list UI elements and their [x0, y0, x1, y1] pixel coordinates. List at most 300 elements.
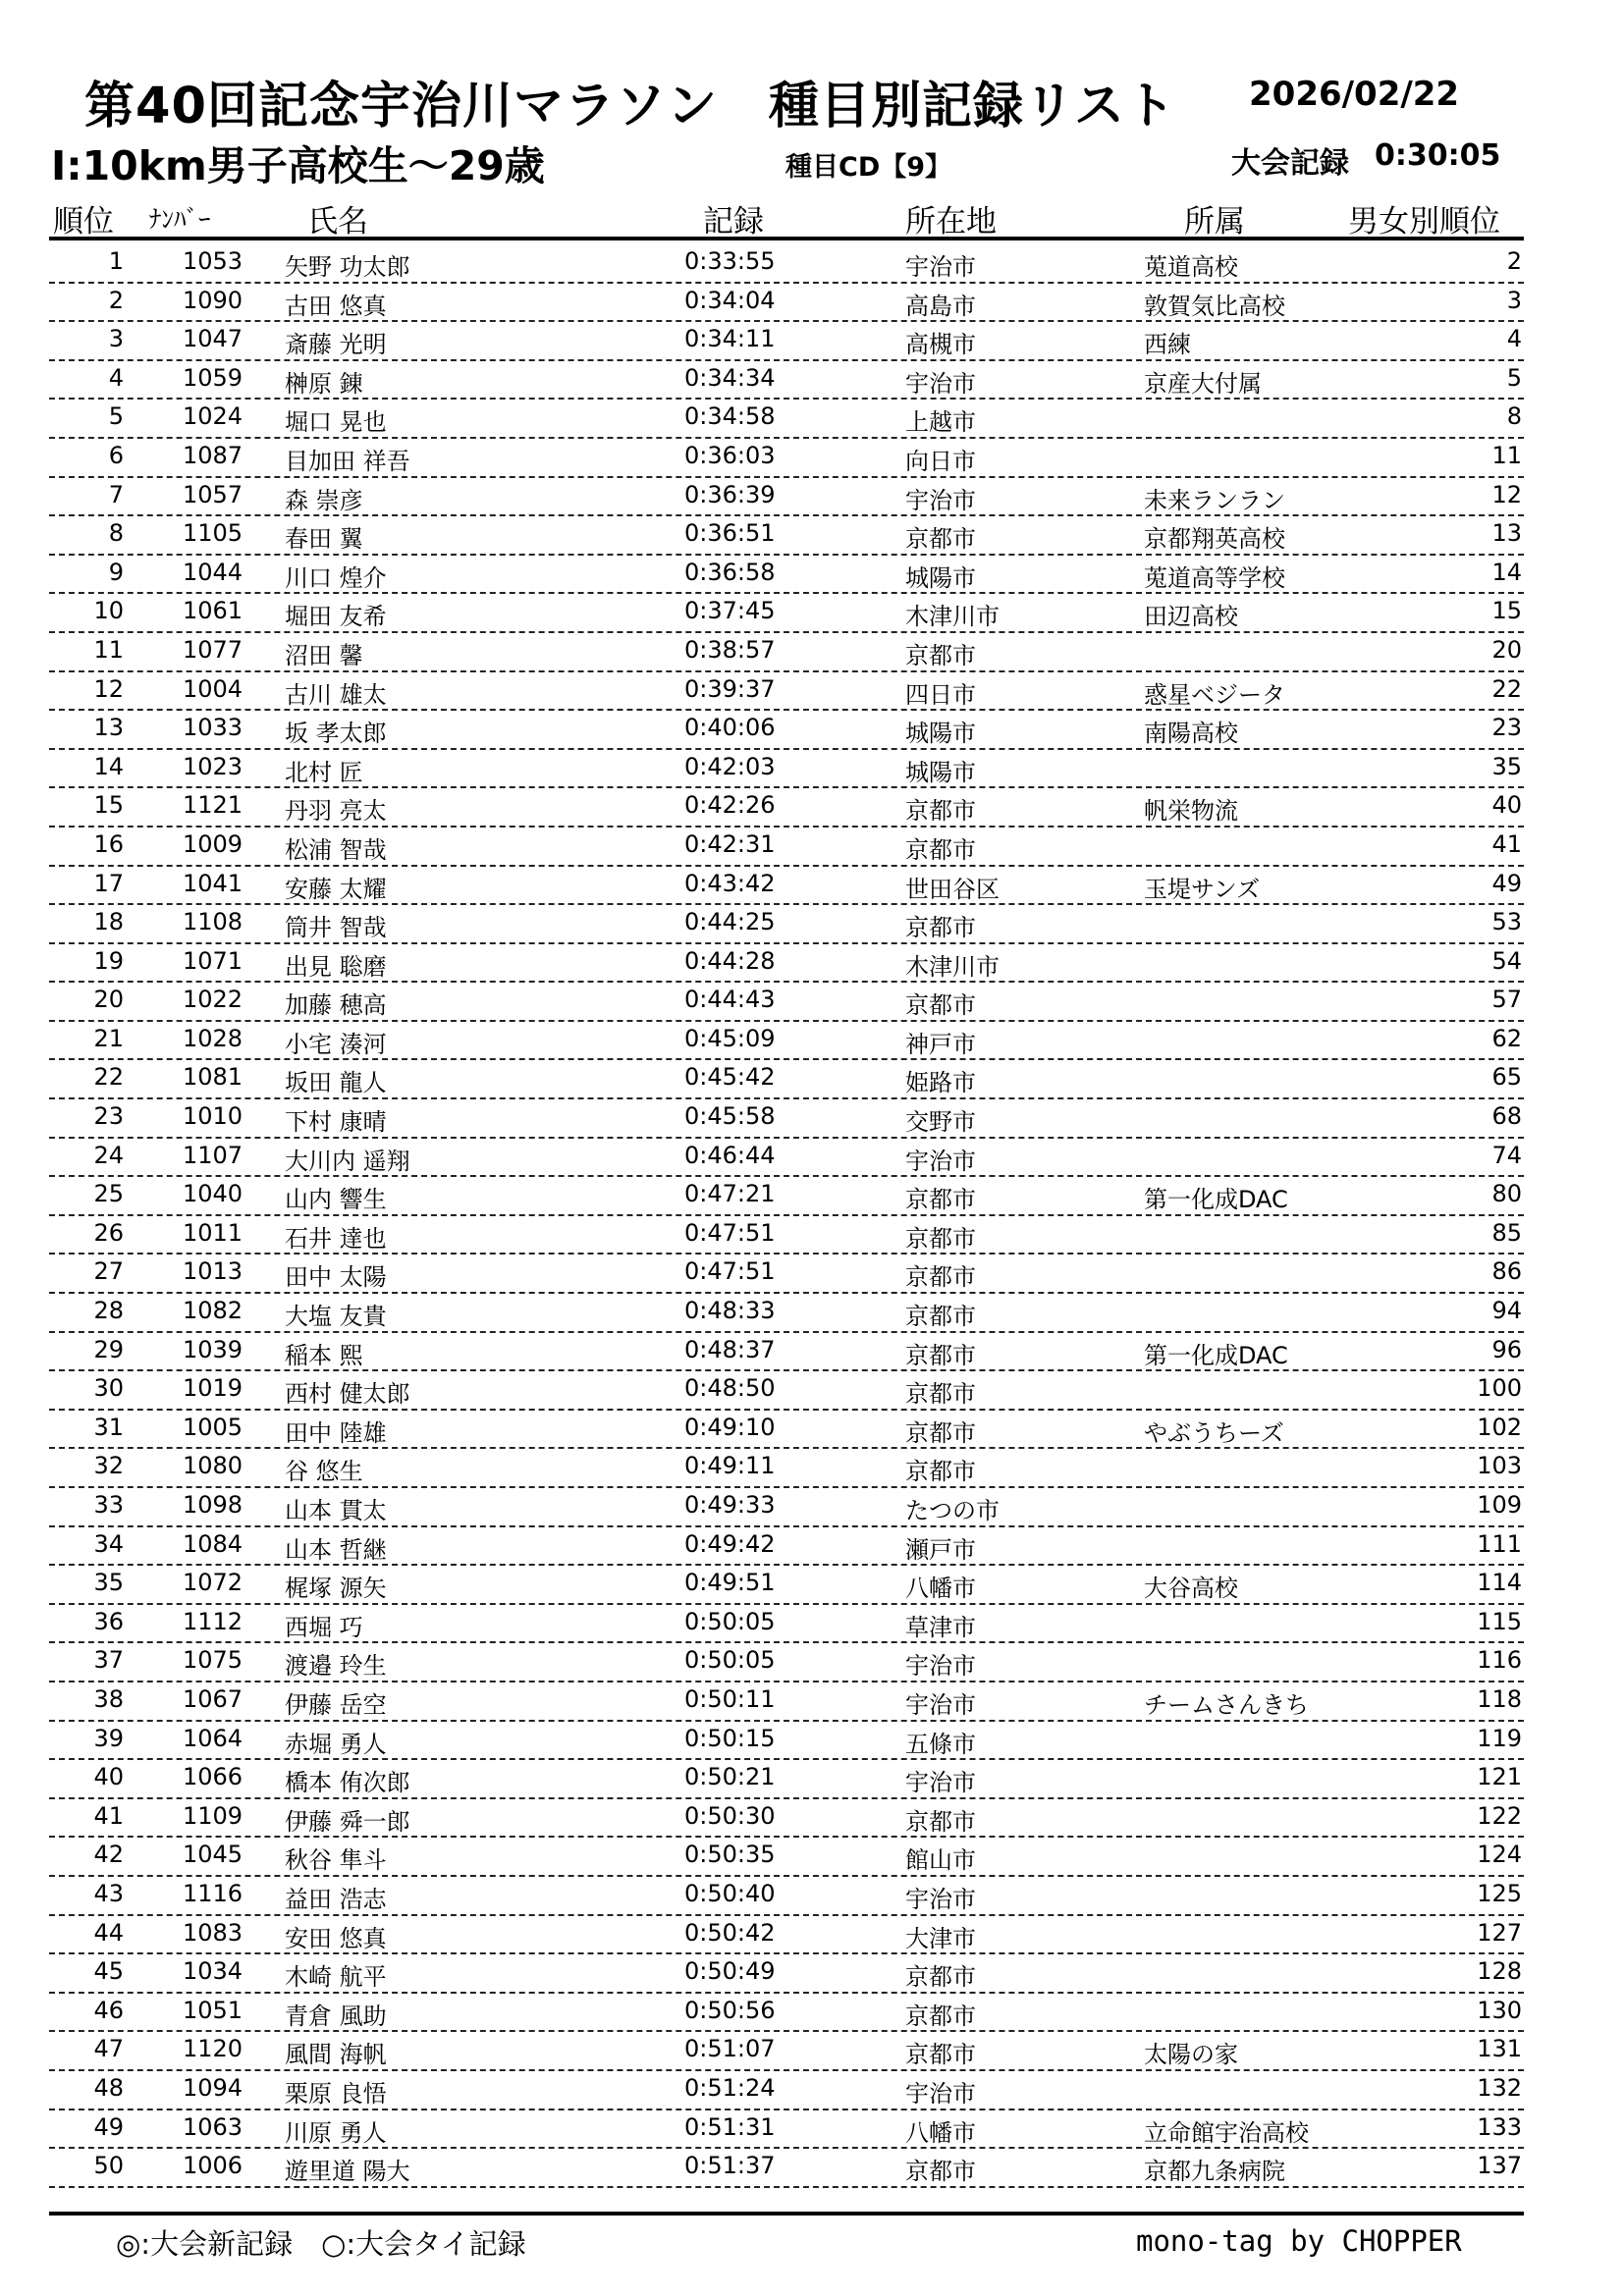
location-cell: 交野市 — [905, 1108, 976, 1137]
rank-cell: 35 — [93, 1569, 124, 1597]
rank-cell: 48 — [93, 2073, 124, 2102]
rank-cell: 41 — [93, 1801, 124, 1830]
bib-number-cell: 1077 — [183, 635, 244, 664]
table-row — [0, 1294, 1624, 1333]
rank-cell: 38 — [93, 1684, 124, 1713]
club-cell: チームさんきち — [1144, 1690, 1309, 1719]
rank-cell: 27 — [93, 1257, 124, 1286]
club-cell: 太陽の家 — [1144, 2041, 1238, 2069]
rank-cell: 45 — [93, 1957, 124, 1986]
runner-name-cell: 谷 悠生 — [285, 1458, 363, 1486]
bib-number-cell: 1112 — [183, 1607, 244, 1635]
club-cell: 莵道高校 — [1144, 253, 1238, 281]
gender-rank-cell: 4 — [1506, 325, 1522, 353]
runner-name-cell: 斎藤 光明 — [285, 331, 387, 359]
location-cell: 京都市 — [905, 1186, 976, 1214]
runner-name-cell: 堀口 晃也 — [285, 408, 387, 437]
finish-time-cell: 0:47:51 — [684, 1257, 776, 1286]
finish-time-cell: 0:44:43 — [684, 986, 776, 1014]
runner-name-cell: 松浦 智哉 — [285, 835, 387, 864]
rank-cell: 21 — [93, 1024, 124, 1052]
gender-rank-cell: 94 — [1491, 1297, 1522, 1325]
location-cell: 京都市 — [905, 914, 976, 942]
gender-rank-cell: 131 — [1477, 2035, 1522, 2063]
rank-cell: 36 — [93, 1607, 124, 1635]
table-row — [0, 1605, 1624, 1644]
event-name: I:10km男子高校生～29歳 — [51, 142, 545, 189]
runner-name-cell: 下村 康晴 — [285, 1108, 387, 1137]
finish-time-cell: 0:50:42 — [684, 1918, 776, 1947]
column-header-number: ﾅﾝﾊﾞｰ — [149, 205, 211, 234]
finish-time-cell: 0:34:58 — [684, 402, 776, 431]
finish-time-cell: 0:49:10 — [684, 1413, 776, 1441]
finish-time-cell: 0:44:25 — [684, 908, 776, 936]
bib-number-cell: 1090 — [183, 286, 244, 314]
rank-cell: 3 — [108, 325, 124, 353]
gender-rank-cell: 12 — [1491, 480, 1522, 508]
table-row — [0, 1838, 1624, 1877]
bib-number-cell: 1066 — [183, 1763, 244, 1791]
club-cell: 敦賀気比高校 — [1144, 292, 1285, 320]
gender-rank-cell: 85 — [1491, 1218, 1522, 1247]
gender-rank-cell: 121 — [1477, 1763, 1522, 1791]
finish-time-cell: 0:45:42 — [684, 1063, 776, 1092]
gender-rank-cell: 20 — [1491, 635, 1522, 664]
club-cell: 玉堤サンズ — [1144, 875, 1261, 903]
bib-number-cell: 1044 — [183, 558, 244, 586]
finish-time-cell: 0:37:45 — [684, 597, 776, 625]
rank-cell: 16 — [93, 829, 124, 858]
meet-record-label: 大会記録 — [1231, 146, 1349, 181]
rank-cell: 39 — [93, 1724, 124, 1752]
table-row — [0, 1022, 1624, 1061]
location-cell: 京都市 — [905, 1303, 976, 1331]
gender-rank-cell: 127 — [1477, 1918, 1522, 1947]
bib-number-cell: 1009 — [183, 829, 244, 858]
rank-cell: 17 — [93, 869, 124, 897]
table-row — [0, 711, 1624, 750]
finish-time-cell: 0:48:50 — [684, 1374, 776, 1403]
runner-name-cell: 渡邉 玲生 — [285, 1652, 387, 1681]
runner-name-cell: 風間 海帆 — [285, 2041, 387, 2069]
bib-number-cell: 1047 — [183, 325, 244, 353]
table-row — [0, 1411, 1624, 1450]
finish-time-cell: 0:45:09 — [684, 1024, 776, 1052]
location-cell: 世田谷区 — [905, 875, 1000, 903]
rank-cell: 6 — [108, 441, 124, 469]
location-cell: 高島市 — [905, 292, 976, 320]
gender-rank-cell: 11 — [1491, 441, 1522, 469]
table-row — [0, 1877, 1624, 1916]
rank-cell: 19 — [93, 946, 124, 975]
bib-number-cell: 1109 — [183, 1801, 244, 1830]
table-row — [0, 439, 1624, 478]
location-cell: 高槻市 — [905, 331, 976, 359]
gender-rank-cell: 116 — [1477, 1646, 1522, 1675]
table-row — [0, 1139, 1624, 1178]
gender-rank-cell: 128 — [1477, 1957, 1522, 1986]
finish-time-cell: 0:49:33 — [684, 1491, 776, 1519]
location-cell: 上越市 — [905, 408, 976, 437]
gender-rank-cell: 3 — [1506, 286, 1522, 314]
location-cell: 宇治市 — [905, 1147, 976, 1175]
runner-name-cell: 山本 貫太 — [285, 1497, 387, 1524]
runner-name-cell: 堀田 友希 — [285, 603, 387, 631]
column-header-club: 所属 — [1184, 204, 1245, 240]
gender-rank-cell: 49 — [1491, 869, 1522, 897]
runner-name-cell: 沼田 馨 — [285, 641, 363, 669]
location-cell: 城陽市 — [905, 720, 976, 748]
gender-rank-cell: 102 — [1477, 1413, 1522, 1441]
runner-name-cell: 栗原 良悟 — [285, 2079, 387, 2108]
runner-name-cell: 木崎 航平 — [285, 1963, 387, 1992]
finish-time-cell: 0:50:21 — [684, 1763, 776, 1791]
document-date: 2026/02/22 — [1249, 75, 1460, 114]
finish-time-cell: 0:49:11 — [684, 1452, 776, 1480]
location-cell: 宇治市 — [905, 253, 976, 281]
column-header-gender-rank: 男女別順位 — [1348, 204, 1500, 240]
bib-number-cell: 1072 — [183, 1569, 244, 1597]
finish-time-cell: 0:49:51 — [684, 1569, 776, 1597]
bib-number-cell: 1010 — [183, 1102, 244, 1131]
location-cell: 宇治市 — [905, 1769, 976, 1797]
table-row — [0, 1060, 1624, 1099]
location-cell: 京都市 — [905, 2041, 976, 2069]
finish-time-cell: 0:43:42 — [684, 869, 776, 897]
table-row — [0, 594, 1624, 633]
finish-time-cell: 0:36:03 — [684, 441, 776, 469]
gender-rank-cell: 68 — [1491, 1102, 1522, 1131]
table-row — [0, 1333, 1624, 1372]
finish-time-cell: 0:50:15 — [684, 1724, 776, 1752]
runner-name-cell: 稲本 熙 — [285, 1341, 363, 1369]
page-title: 第40回記念宇治川マラソン 種目別記録リスト — [84, 78, 1176, 135]
location-cell: 四日市 — [905, 680, 976, 709]
rank-cell: 42 — [93, 1841, 124, 1869]
bib-number-cell: 1023 — [183, 752, 244, 780]
finish-time-cell: 0:50:35 — [684, 1841, 776, 1869]
runner-name-cell: 田中 太陽 — [285, 1263, 387, 1292]
gender-rank-cell: 23 — [1491, 714, 1522, 742]
finish-time-cell: 0:47:21 — [684, 1180, 776, 1208]
gender-rank-cell: 54 — [1491, 946, 1522, 975]
bib-number-cell: 1094 — [183, 2073, 244, 2102]
rank-cell: 43 — [93, 1879, 124, 1907]
bib-number-cell: 1028 — [183, 1024, 244, 1052]
location-cell: 京都市 — [905, 1963, 976, 1992]
rank-cell: 37 — [93, 1646, 124, 1675]
rank-cell: 47 — [93, 2035, 124, 2063]
location-cell: 八幡市 — [905, 1575, 976, 1603]
rank-cell: 8 — [108, 519, 124, 548]
runner-name-cell: 梶塚 源矢 — [285, 1575, 387, 1603]
table-row — [0, 1643, 1624, 1682]
rank-cell: 30 — [93, 1374, 124, 1403]
bib-number-cell: 1083 — [183, 1918, 244, 1947]
location-cell: 京都市 — [905, 2158, 976, 2186]
table-row — [0, 983, 1624, 1022]
runner-name-cell: 丹羽 亮太 — [285, 797, 387, 826]
bib-number-cell: 1041 — [183, 869, 244, 897]
location-cell: 姫路市 — [905, 1069, 976, 1097]
gender-rank-cell: 80 — [1491, 1180, 1522, 1208]
bib-number-cell: 1057 — [183, 480, 244, 508]
finish-time-cell: 0:36:39 — [684, 480, 776, 508]
club-cell: 田辺高校 — [1144, 603, 1238, 631]
table-row — [0, 284, 1624, 323]
table-row — [0, 750, 1624, 789]
bib-number-cell: 1039 — [183, 1335, 244, 1363]
bib-number-cell: 1098 — [183, 1491, 244, 1519]
table-row — [0, 2110, 1624, 2150]
gender-rank-cell: 119 — [1477, 1724, 1522, 1752]
rank-cell: 4 — [108, 363, 124, 392]
finish-time-cell: 0:51:37 — [684, 2152, 776, 2180]
bib-number-cell: 1034 — [183, 1957, 244, 1986]
location-cell: 宇治市 — [905, 369, 976, 398]
finish-time-cell: 0:51:31 — [684, 2112, 776, 2141]
bib-number-cell: 1013 — [183, 1257, 244, 1286]
club-cell: やぶうちーズ — [1144, 1418, 1284, 1447]
rank-cell: 44 — [93, 1918, 124, 1947]
finish-time-cell: 0:50:40 — [684, 1879, 776, 1907]
location-cell: 神戸市 — [905, 1030, 976, 1058]
table-row — [0, 1682, 1624, 1722]
gender-rank-cell: 114 — [1477, 1569, 1522, 1597]
gender-rank-cell: 130 — [1477, 1996, 1522, 2024]
gender-rank-cell: 86 — [1491, 1257, 1522, 1286]
runner-name-cell: 山内 響生 — [285, 1186, 387, 1214]
results-table — [0, 244, 1624, 2188]
column-header-time: 記録 — [703, 204, 764, 240]
bib-number-cell: 1082 — [183, 1297, 244, 1325]
gender-rank-cell: 8 — [1506, 402, 1522, 431]
location-cell: たつの市 — [905, 1497, 1000, 1524]
location-cell: 京都市 — [905, 641, 976, 669]
finish-time-cell: 0:50:11 — [684, 1684, 776, 1713]
location-cell: 京都市 — [905, 835, 976, 864]
table-row — [0, 1527, 1624, 1567]
bib-number-cell: 1005 — [183, 1413, 244, 1441]
runner-name-cell: 安藤 太耀 — [285, 875, 387, 903]
table-row — [0, 1799, 1624, 1839]
column-header-location: 所在地 — [905, 204, 997, 240]
rank-cell: 28 — [93, 1297, 124, 1325]
location-cell: 京都市 — [905, 797, 976, 826]
table-row — [0, 1954, 1624, 1994]
gender-rank-cell: 57 — [1491, 986, 1522, 1014]
runner-name-cell: 安田 悠真 — [285, 1924, 387, 1952]
location-cell: 草津市 — [905, 1613, 976, 1641]
finish-time-cell: 0:50:56 — [684, 1996, 776, 2024]
gender-rank-cell: 41 — [1491, 829, 1522, 858]
finish-time-cell: 0:36:51 — [684, 519, 776, 548]
table-row — [0, 1255, 1624, 1294]
runner-name-cell: 伊藤 舜一郎 — [285, 1807, 410, 1836]
runner-name-cell: 橋本 侑次郎 — [285, 1769, 410, 1797]
bib-number-cell: 1053 — [183, 247, 244, 275]
finish-time-cell: 0:47:51 — [684, 1218, 776, 1247]
finish-time-cell: 0:50:49 — [684, 1957, 776, 1986]
bib-number-cell: 1022 — [183, 986, 244, 1014]
runner-name-cell: 石井 達也 — [285, 1224, 387, 1253]
bib-number-cell: 1120 — [183, 2035, 244, 2063]
runner-name-cell: 矢野 功太郎 — [285, 253, 410, 281]
table-row — [0, 1371, 1624, 1411]
gender-rank-cell: 22 — [1491, 674, 1522, 703]
location-cell: 八幡市 — [905, 2118, 976, 2147]
finish-time-cell: 0:48:33 — [684, 1297, 776, 1325]
bib-number-cell: 1087 — [183, 441, 244, 469]
location-cell: 宇治市 — [905, 486, 976, 514]
gender-rank-cell: 111 — [1477, 1529, 1522, 1558]
rank-cell: 29 — [93, 1335, 124, 1363]
location-cell: 宇治市 — [905, 1885, 976, 1913]
table-row — [0, 556, 1624, 595]
runner-name-cell: 伊藤 岳空 — [285, 1690, 387, 1719]
club-cell: 惑星ベジータ — [1144, 680, 1285, 709]
runner-name-cell: 川原 勇人 — [285, 2118, 387, 2147]
rank-cell: 32 — [93, 1452, 124, 1480]
finish-time-cell: 0:50:05 — [684, 1646, 776, 1675]
club-cell: 京産大付属 — [1144, 369, 1262, 398]
location-cell: 京都市 — [905, 1263, 976, 1292]
runner-name-cell: 森 崇彦 — [285, 486, 363, 514]
runner-name-cell: 川口 煌介 — [285, 563, 387, 592]
location-cell: 館山市 — [905, 1846, 976, 1875]
location-cell: 宇治市 — [905, 1652, 976, 1681]
rank-cell: 9 — [108, 558, 124, 586]
location-cell: 京都市 — [905, 1458, 976, 1486]
table-row — [0, 905, 1624, 944]
rank-cell: 2 — [108, 286, 124, 314]
table-row — [0, 1216, 1624, 1255]
location-cell: 京都市 — [905, 1418, 976, 1447]
table-row — [0, 2149, 1624, 2188]
finish-time-cell: 0:42:03 — [684, 752, 776, 780]
table-row — [0, 478, 1624, 517]
finish-time-cell: 0:40:06 — [684, 714, 776, 742]
club-cell: 南陽高校 — [1144, 720, 1238, 748]
rank-cell: 50 — [93, 2152, 124, 2180]
gender-rank-cell: 15 — [1491, 597, 1522, 625]
runner-name-cell: 赤堀 勇人 — [285, 1730, 387, 1758]
location-cell: 京都市 — [905, 525, 976, 554]
club-cell: 帆栄物流 — [1144, 797, 1238, 826]
runner-name-cell: 目加田 祥吾 — [285, 447, 410, 475]
rank-cell: 24 — [93, 1141, 124, 1169]
header-divider — [49, 237, 1524, 240]
event-code: 種目CD【9】 — [785, 152, 952, 183]
gender-rank-cell: 125 — [1477, 1879, 1522, 1907]
finish-time-cell: 0:39:37 — [684, 674, 776, 703]
rank-cell: 31 — [93, 1413, 124, 1441]
runner-name-cell: 春田 翼 — [285, 525, 363, 554]
table-row — [0, 828, 1624, 867]
runner-name-cell: 坂 孝太郎 — [285, 720, 387, 748]
rank-cell: 5 — [108, 402, 124, 431]
column-header-rank: 順位 — [53, 204, 114, 240]
rank-cell: 20 — [93, 986, 124, 1014]
runner-name-cell: 北村 匠 — [285, 758, 363, 786]
finish-time-cell: 0:38:57 — [684, 635, 776, 664]
bib-number-cell: 1075 — [183, 1646, 244, 1675]
finish-time-cell: 0:34:11 — [684, 325, 776, 353]
bib-number-cell: 1121 — [183, 791, 244, 820]
finish-time-cell: 0:33:55 — [684, 247, 776, 275]
gender-rank-cell: 13 — [1491, 519, 1522, 548]
runner-name-cell: 益田 浩志 — [285, 1885, 387, 1913]
gender-rank-cell: 103 — [1477, 1452, 1522, 1480]
rank-cell: 33 — [93, 1491, 124, 1519]
location-cell: 木津川市 — [905, 603, 1000, 631]
rank-cell: 10 — [93, 597, 124, 625]
club-cell: 第一化成DAC — [1144, 1186, 1288, 1214]
location-cell: 京都市 — [905, 1380, 976, 1409]
gender-rank-cell: 115 — [1477, 1607, 1522, 1635]
rank-cell: 13 — [93, 714, 124, 742]
footer-divider — [49, 2212, 1524, 2216]
runner-name-cell: 榊原 錬 — [285, 369, 363, 398]
runner-name-cell: 西堀 巧 — [285, 1613, 363, 1641]
finish-time-cell: 0:34:34 — [684, 363, 776, 392]
rank-cell: 18 — [93, 908, 124, 936]
finish-time-cell: 0:50:30 — [684, 1801, 776, 1830]
bib-number-cell: 1061 — [183, 597, 244, 625]
table-row — [0, 1099, 1624, 1139]
table-row — [0, 788, 1624, 828]
gender-rank-cell: 133 — [1477, 2112, 1522, 2141]
runner-name-cell: 筒井 智哉 — [285, 914, 387, 942]
finish-time-cell: 0:36:58 — [684, 558, 776, 586]
gender-rank-cell: 124 — [1477, 1841, 1522, 1869]
table-row — [0, 322, 1624, 361]
location-cell: 城陽市 — [905, 758, 976, 786]
club-cell: 大谷高校 — [1144, 1575, 1238, 1603]
gender-rank-cell: 137 — [1477, 2152, 1522, 2180]
rank-cell: 1 — [108, 247, 124, 275]
runner-name-cell: 大川内 遥翔 — [285, 1147, 410, 1175]
bib-number-cell: 1108 — [183, 908, 244, 936]
table-row — [0, 1177, 1624, 1216]
bib-number-cell: 1045 — [183, 1841, 244, 1869]
runner-name-cell: 古川 雄太 — [285, 680, 387, 709]
location-cell: 京都市 — [905, 1224, 976, 1253]
gender-rank-cell: 2 — [1506, 247, 1522, 275]
club-cell: 莵道高等学校 — [1144, 563, 1285, 592]
rank-cell: 23 — [93, 1102, 124, 1131]
table-row — [0, 400, 1624, 439]
runner-name-cell: 山本 哲継 — [285, 1535, 387, 1564]
finish-time-cell: 0:42:31 — [684, 829, 776, 858]
software-credit: mono-tag by CHOPPER — [1136, 2224, 1462, 2258]
gender-rank-cell: 62 — [1491, 1024, 1522, 1052]
table-row — [0, 361, 1624, 400]
table-row — [0, 2071, 1624, 2110]
finish-time-cell: 0:44:28 — [684, 946, 776, 975]
runner-name-cell: 小宅 湊河 — [285, 1030, 387, 1058]
runner-name-cell: 田中 陸雄 — [285, 1418, 387, 1447]
table-row — [0, 1994, 1624, 2033]
bib-number-cell: 1071 — [183, 946, 244, 975]
bib-number-cell: 1006 — [183, 2152, 244, 2180]
bib-number-cell: 1116 — [183, 1879, 244, 1907]
runner-name-cell: 西村 健太郎 — [285, 1380, 410, 1409]
gender-rank-cell: 35 — [1491, 752, 1522, 780]
table-row — [0, 1916, 1624, 1955]
gender-rank-cell: 96 — [1491, 1335, 1522, 1363]
table-row — [0, 2032, 1624, 2071]
